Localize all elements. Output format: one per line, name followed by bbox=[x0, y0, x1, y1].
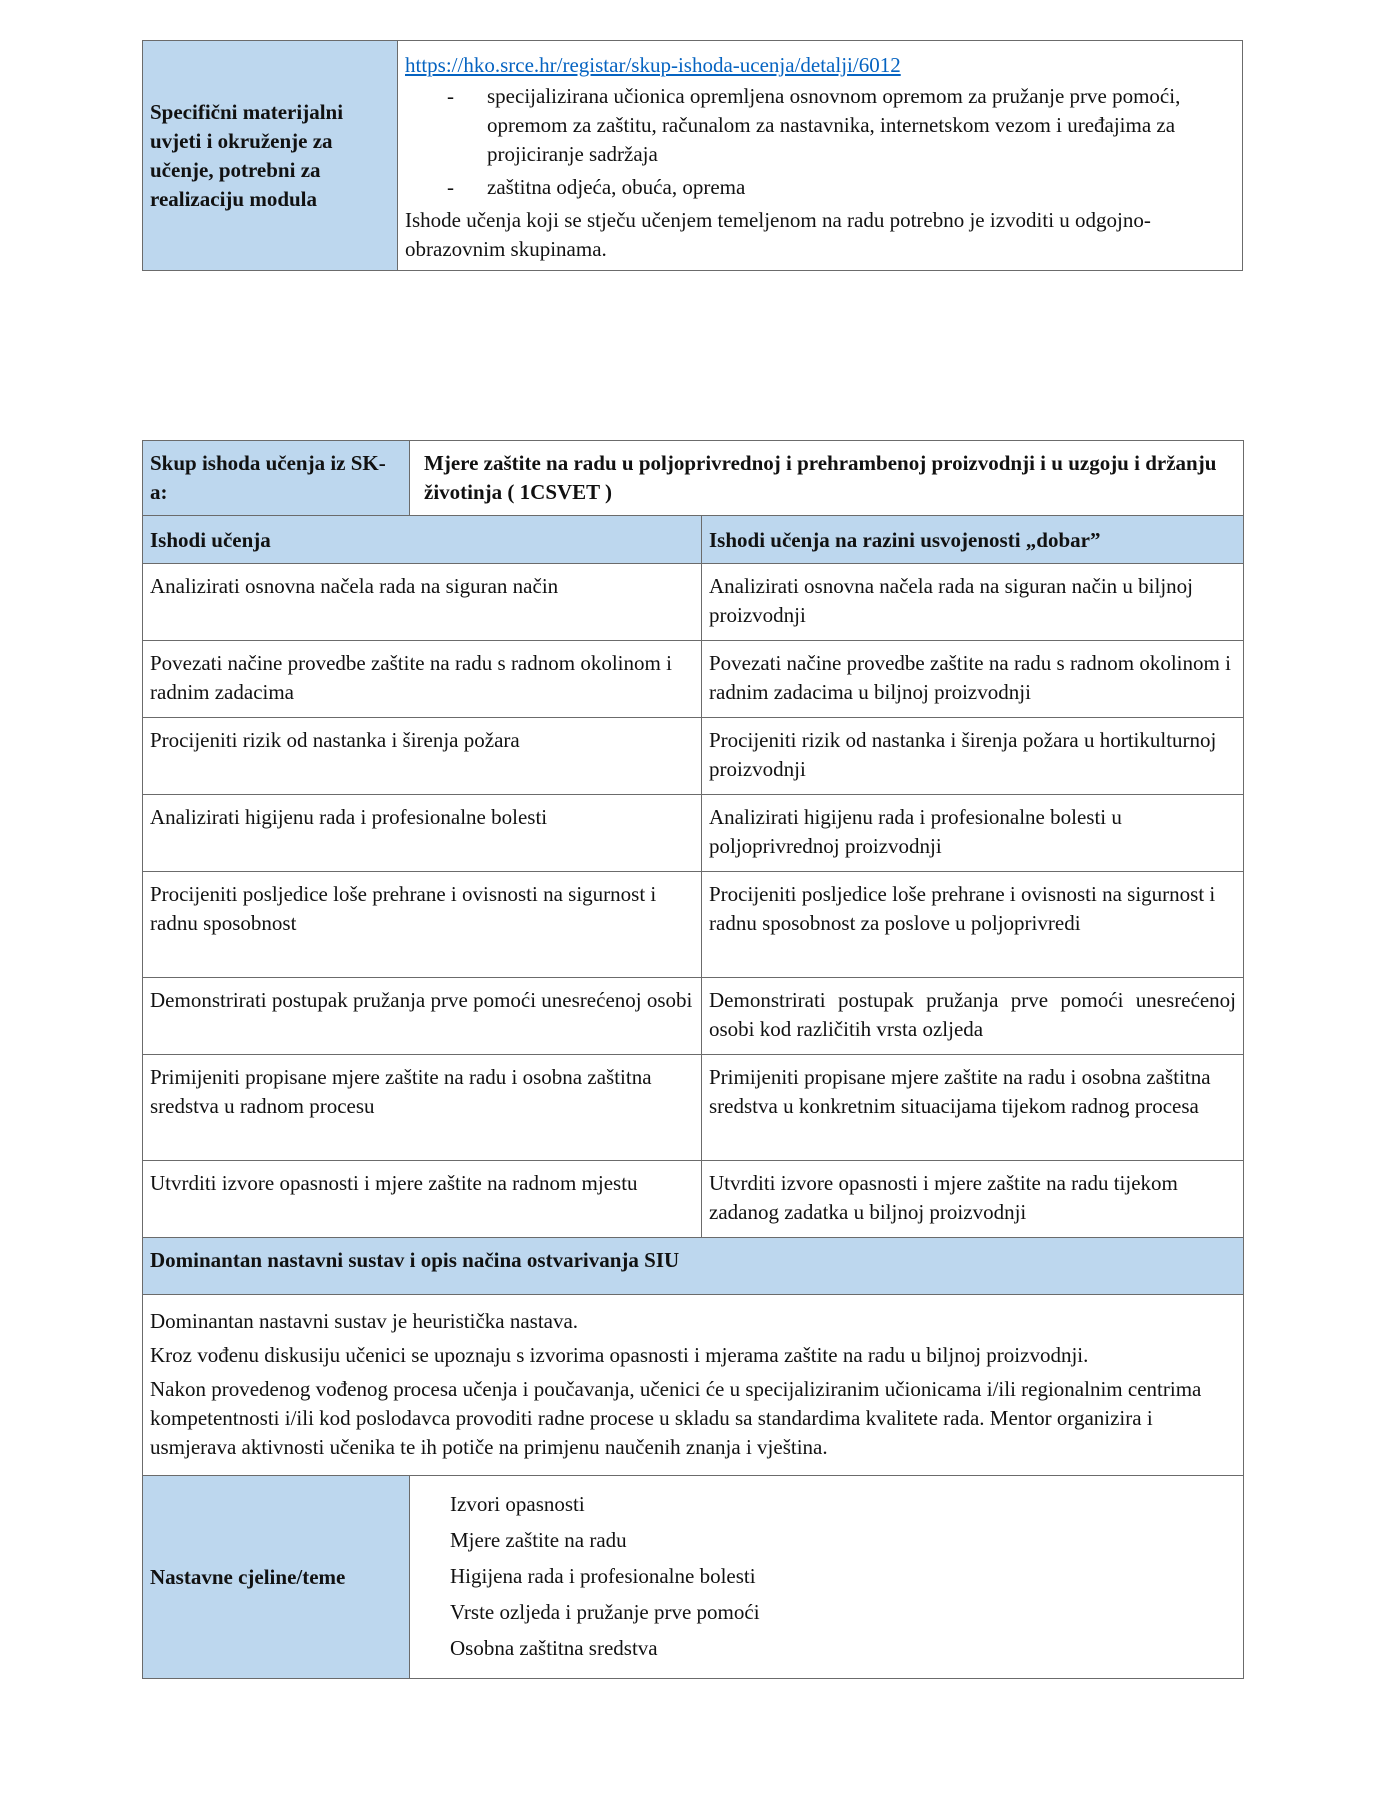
outcome-cell: Primijeniti propisane mjere zaštite na radu i osobna zaštitna sredstva u radnom procesu bbox=[143, 1055, 702, 1161]
materials-note: Ishode učenja koji se stječu učenjem temeljenom na radu potrebno je izvoditi u odgojno-obrazovnim skupinama. bbox=[405, 208, 1151, 261]
materials-list bbox=[405, 82, 1235, 202]
outcome-good-cell: Procijeniti rizik od nastanka i širenja požara u hortikulturnoj proizvodnji bbox=[702, 718, 1244, 795]
dominant-header: Dominantan nastavni sustav i opis načina ostvarivanja SIU bbox=[143, 1238, 1244, 1295]
dominant-description bbox=[143, 1295, 1244, 1476]
outcome-good-cell: Utvrditi izvore opasnosti i mjere zaštite na radu tijekom zadanog zadatka u biljnoj proizvodnji bbox=[702, 1161, 1244, 1238]
table-row bbox=[143, 978, 1244, 1055]
column-header-row bbox=[143, 516, 1244, 564]
topics-label: Nastavne cjeline/teme bbox=[143, 1476, 410, 1679]
dash-bullet-icon: - bbox=[447, 175, 454, 199]
dominant-desc-row bbox=[143, 1295, 1244, 1476]
topic-item: Vrste ozljeda i pružanje prve pomoći bbox=[450, 1600, 760, 1624]
siu-title-row bbox=[143, 441, 1244, 516]
table-row bbox=[143, 795, 1244, 872]
outcome-cell: Povezati načine provedbe zaštite na radu s radnom okolinom i radnim zadacima bbox=[143, 641, 702, 718]
col-header-outcomes: Ishodi učenja bbox=[143, 516, 702, 564]
outcome-good-cell: Analizirati higijenu rada i profesionalne bolesti u poljoprivrednoj proizvodnji bbox=[702, 795, 1244, 872]
desc-paragraph: Kroz vođenu diskusiju učenici se upoznaju s izvorima opasnosti i mjerama zaštite na radu u biljnoj proizvodnji. bbox=[150, 1343, 1089, 1367]
outcome-cell: Demonstrirati postupak pružanja prve pomoći unesrećenoj osobi bbox=[143, 978, 702, 1055]
materials-content bbox=[398, 41, 1243, 271]
desc-paragraph: Nakon provedenog vođenog procesa učenja i poučavanja, učenici će u specijaliziranim učionicama i/ili regionalnim centrima kompetentnosti i/ili kod poslodavca provoditi radne procese u skladu sa standardima kvalitete rada. Mentor organizira i usmjerava aktivnosti učenika te ih potiče na primjenu naučenih znanja i vještina. bbox=[150, 1377, 1202, 1459]
list-item-text: specijalizirana učionica opremljena osnovnom opremom za pružanje prve pomoći, opremom za zaštitu, računalom za nastavnika, internetskom vezom i uređajima za projiciranje sadržaja bbox=[487, 84, 1181, 166]
desc-paragraph: Dominantan nastavni sustav je heuristička nastava. bbox=[150, 1309, 579, 1333]
table-row bbox=[143, 641, 1244, 718]
siu-table bbox=[142, 440, 1244, 1679]
table-row bbox=[143, 564, 1244, 641]
topics-row bbox=[143, 1476, 1244, 1679]
topics-list bbox=[410, 1476, 1244, 1679]
col-header-outcomes-good: Ishodi učenja na razini usvojenosti „dobar” bbox=[702, 516, 1244, 564]
outcome-cell: Procijeniti rizik od nastanka i širenja požara bbox=[143, 718, 702, 795]
list-item-text: zaštitna odjeća, obuća, oprema bbox=[487, 175, 746, 199]
materials-row bbox=[143, 41, 1243, 271]
outcome-cell: Procijeniti posljedice loše prehrane i ovisnosti na sigurnost i radnu sposobnost bbox=[143, 872, 702, 978]
outcome-cell: Analizirati higijenu rada i profesionalne bolesti bbox=[143, 795, 702, 872]
outcome-good-cell: Povezati načine provedbe zaštite na radu s radnom okolinom i radnim zadacima u biljnoj proizvodnji bbox=[702, 641, 1244, 718]
outcome-good-cell: Analizirati osnovna načela rada na siguran način u biljnoj proizvodnji bbox=[702, 564, 1244, 641]
table-row bbox=[143, 718, 1244, 795]
outcome-cell: Analizirati osnovna načela rada na siguran način bbox=[143, 564, 702, 641]
table-row bbox=[143, 1161, 1244, 1238]
list-item bbox=[405, 82, 1235, 169]
outcome-good-cell: Demonstrirati postupak pružanja prve pomoći unesrećenoj osobi kod različitih vrsta ozljeda bbox=[702, 978, 1244, 1055]
table-row bbox=[143, 1055, 1244, 1161]
dominant-header-row bbox=[143, 1238, 1244, 1295]
topic-item: Osobna zaštitna sredstva bbox=[450, 1636, 658, 1660]
table-row bbox=[143, 872, 1244, 978]
outcome-good-cell: Primijeniti propisane mjere zaštite na radu i osobna zaštitna sredstva u konkretnim situacijama tijekom radnog procesa bbox=[702, 1055, 1244, 1161]
list-item bbox=[405, 173, 1235, 202]
topic-item: Higijena rada i profesionalne bolesti bbox=[450, 1564, 756, 1588]
topic-item: Izvori opasnosti bbox=[450, 1492, 585, 1516]
topic-item: Mjere zaštite na radu bbox=[450, 1528, 627, 1552]
materials-table bbox=[142, 40, 1243, 271]
outcome-good-cell: Procijeniti posljedice loše prehrane i ovisnosti na sigurnost i radnu sposobnost za poslove u poljoprivredi bbox=[702, 872, 1244, 978]
siu-title-label: Skup ishoda učenja iz SK-a: bbox=[143, 441, 410, 516]
materials-label: Specifični materijalni uvjeti i okruženje za učenje, potrebni za realizaciju modula bbox=[143, 41, 398, 271]
outcome-cell: Utvrditi izvore opasnosti i mjere zaštite na radnom mjestu bbox=[143, 1161, 702, 1238]
dash-bullet-icon: - bbox=[447, 84, 454, 108]
hko-register-link[interactable]: https://hko.srce.hr/registar/skup-ishoda-ucenja/detalji/6012 bbox=[405, 53, 901, 77]
siu-title-value: Mjere zaštite na radu u poljoprivrednoj i prehrambenoj proizvodnji i u uzgoju i držanju životinja ( 1CSVET ) bbox=[410, 441, 1244, 516]
